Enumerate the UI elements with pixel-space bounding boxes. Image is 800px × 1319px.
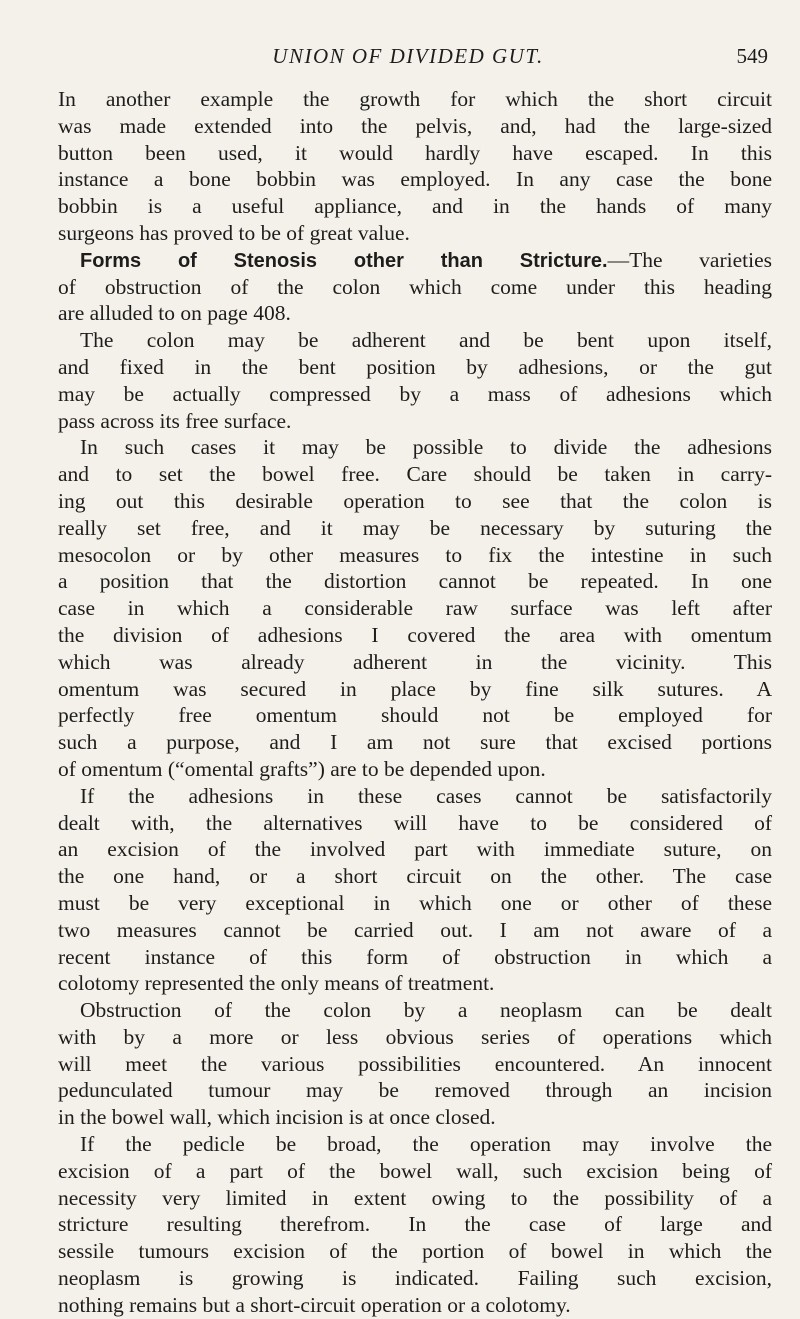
text-line: If the adhesions in these cases cannot be satisfactorily bbox=[80, 783, 772, 808]
text-line: are alluded to on page 408. bbox=[58, 301, 291, 326]
text-line: an excision of the involved part with immediate suture, on bbox=[58, 837, 772, 862]
text-line: the division of adhesions I covered the area with omentum bbox=[58, 622, 772, 647]
text-line: of omentum (“omental grafts”) are to be depended upon. bbox=[58, 756, 546, 781]
text-line: excision of a part of the bowel wall, such excision being of bbox=[58, 1158, 772, 1183]
text-line: must be very exceptional in which one or other of these bbox=[58, 890, 772, 915]
text-line: a position that the distortion cannot be repeated. In one bbox=[58, 569, 772, 594]
text-line: button been used, it would hardly have escaped. In this bbox=[58, 140, 772, 165]
text-line: will meet the various possibilities encountered. An innocent bbox=[58, 1051, 772, 1076]
text-line: ing out this desirable operation to see that the colon is bbox=[58, 488, 772, 513]
text-line: the one hand, or a short circuit on the other. The case bbox=[58, 864, 772, 889]
section-heading: Forms of Stenosis other than Stricture. bbox=[80, 249, 608, 272]
text-line: may be actually compressed by a mass of adhesions which bbox=[58, 381, 772, 406]
text-line: bobbin is a useful appliance, and in the hands of many bbox=[58, 194, 772, 219]
text-line: such a purpose, and I am not sure that excised portions bbox=[58, 730, 772, 755]
text-line: instance a bone bobbin was employed. In any case the bone bbox=[58, 167, 772, 192]
section-heading-continuation: —The varieties bbox=[607, 247, 772, 272]
text-line: nothing remains but a short-circuit operation or a colotomy. bbox=[58, 1292, 571, 1317]
text-line: mesocolon or by other measures to fix the intestine in such bbox=[58, 542, 772, 567]
text-line: was made extended into the pelvis, and, had the large-sized bbox=[58, 113, 772, 138]
text-line: case in which a considerable raw surface was left after bbox=[58, 596, 772, 621]
running-title: UNION OF DIVIDED GUT. bbox=[272, 44, 544, 68]
text-line: Obstruction of the colon by a neoplasm can be dealt bbox=[80, 998, 772, 1023]
page-number: 549 bbox=[736, 44, 768, 68]
text-line: sessile tumours excision of the portion of bowel in which the bbox=[58, 1239, 772, 1264]
text-line: stricture resulting therefrom. In the case of large and bbox=[58, 1212, 772, 1237]
text-line: In such cases it may be possible to divide the adhesions bbox=[80, 435, 772, 460]
text-line: pedunculated tumour may be removed through an incision bbox=[58, 1078, 772, 1103]
text-line: of obstruction of the colon which come under this heading bbox=[58, 274, 772, 299]
text-line: and to set the bowel free. Care should be taken in carry- bbox=[58, 462, 772, 487]
text-line: recent instance of this form of obstruction in which a bbox=[58, 944, 772, 969]
text-line: The colon may be adherent and be bent upon itself, bbox=[80, 328, 772, 353]
text-line: perfectly free omentum should not be employed for bbox=[58, 703, 772, 728]
text-line: which was already adherent in the vicinity. This bbox=[58, 649, 772, 674]
text-line: and fixed in the bent position by adhesions, or the gut bbox=[58, 354, 772, 379]
text-line: dealt with, the alternatives will have to be considered of bbox=[58, 810, 772, 835]
text-line: really set free, and it may be necessary by suturing the bbox=[58, 515, 772, 540]
body-text bbox=[58, 86, 772, 1319]
text-line: pass across its free surface. bbox=[58, 408, 292, 433]
text-line: in the bowel wall, which incision is at once closed. bbox=[58, 1105, 496, 1130]
text-line: colotomy represented the only means of treatment. bbox=[58, 971, 495, 996]
text-line: surgeons has proved to be of great value. bbox=[58, 220, 410, 245]
text-line: omentum was secured in place by fine silk sutures. A bbox=[58, 676, 772, 701]
text-line: neoplasm is growing is indicated. Failing such excision, bbox=[58, 1266, 772, 1291]
text-line: two measures cannot be carried out. I am not aware of a bbox=[58, 917, 772, 942]
text-line: If the pedicle be broad, the operation may involve the bbox=[80, 1132, 772, 1157]
text-line: necessity very limited in extent owing to the possibility of a bbox=[58, 1185, 772, 1210]
section-heading-line bbox=[58, 247, 772, 274]
running-head bbox=[48, 44, 768, 74]
text-line: In another example the growth for which the short circuit bbox=[58, 87, 772, 111]
text-line: with by a more or less obvious series of operations which bbox=[58, 1024, 772, 1049]
